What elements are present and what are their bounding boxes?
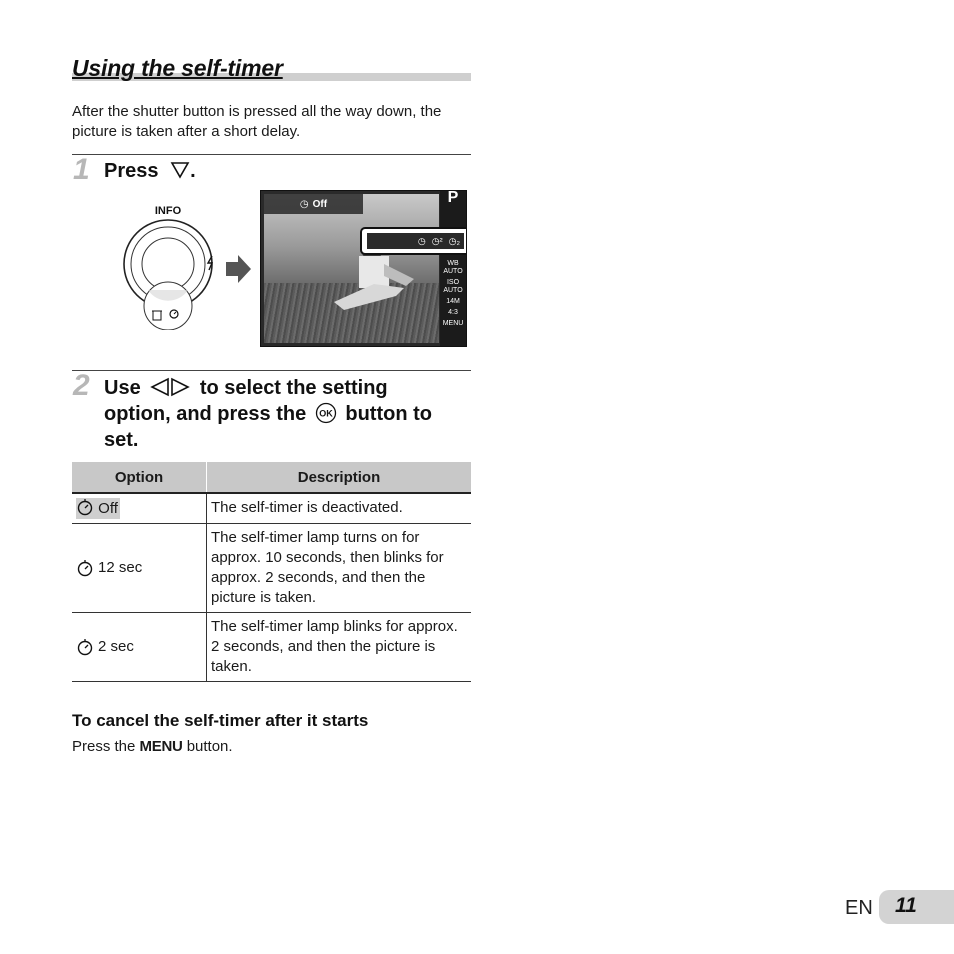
side-item-wb: WB AUTO — [443, 260, 463, 275]
page-number: 11 — [895, 894, 917, 917]
step2-line2-end: button to — [345, 403, 432, 425]
step2-line2: option, and press the — [104, 403, 307, 425]
step2-text — [104, 375, 474, 453]
menu-button-label: MENU — [139, 738, 183, 755]
step1-rule — [72, 154, 471, 155]
settings-side-panel — [440, 191, 466, 346]
control-dial-illustration — [118, 200, 236, 330]
option-2sec — [76, 637, 202, 657]
cancel-text-before: Press the — [72, 738, 136, 755]
intro-text: After the shutter button is pressed all the way down, the picture is taken after a short delay. — [72, 103, 442, 140]
language-label: EN — [845, 897, 873, 919]
table-row — [72, 493, 471, 523]
cancel-text — [72, 738, 233, 755]
ok-label: OK — [319, 408, 333, 419]
timer-off-label: Off — [312, 198, 328, 210]
step1-text — [104, 158, 196, 184]
side-item-menu: MENU — [442, 320, 464, 327]
description-12sec: The self-timer lamp turns on for approx. 10 seconds, then blinks for approx. 2 seconds, and then the picture is taken. — [207, 523, 472, 612]
self-timer-icon — [76, 559, 94, 577]
left-right-arrows-icon — [148, 377, 192, 397]
option-off — [76, 498, 120, 519]
step2-line3: set. — [104, 429, 139, 451]
info-label: INFO — [154, 205, 182, 217]
step2-number: 2 — [73, 369, 90, 402]
step2-use-label: Use — [104, 377, 141, 399]
right-arrow-icon — [226, 254, 252, 284]
description-off: The self-timer is deactivated. — [207, 493, 472, 523]
timer-off-overlay — [264, 194, 363, 214]
step2-line1: to select the setting — [199, 377, 388, 399]
table-header-option: Option — [72, 462, 207, 493]
page-number-tab — [879, 890, 954, 924]
mode-letter: P — [447, 190, 459, 206]
photo-scene — [264, 194, 439, 343]
table-row — [72, 612, 471, 681]
ok-button-icon — [314, 402, 338, 424]
description-2sec: The self-timer lamp blinks for approx. 2 seconds, and then the picture is taken. — [207, 612, 472, 681]
step1-press-label: Press — [104, 160, 159, 182]
down-triangle-icon — [170, 161, 190, 179]
self-timer-icon: ◷ — [299, 198, 309, 210]
self-timer-2-icon: ◷₂ — [448, 235, 460, 246]
self-timer-icon — [76, 638, 94, 656]
options-table — [72, 462, 471, 682]
option-12sec-label: 12 sec — [98, 558, 143, 576]
option-off-label: Off — [98, 499, 118, 517]
step2-rule — [72, 370, 471, 371]
step1-period: . — [190, 160, 196, 182]
option-2sec-label: 2 sec — [98, 637, 134, 655]
camera-screen — [260, 190, 467, 347]
cancel-heading: To cancel the self-timer after it starts — [72, 711, 369, 730]
side-item-size: 14M — [446, 298, 460, 305]
self-timer-icon — [76, 498, 94, 516]
self-timer-off-icon: ◷ — [417, 235, 426, 246]
option-12sec — [76, 558, 202, 578]
timer-options-highlight — [360, 227, 467, 255]
page-title: Using the self-timer — [72, 55, 283, 81]
table-row — [72, 523, 471, 612]
cancel-text-after: button. — [186, 738, 233, 755]
table-header-description: Description — [207, 462, 472, 493]
self-timer-12-icon: ◷² — [431, 235, 443, 246]
side-item-iso: ISO AUTO — [443, 279, 463, 294]
side-item-aspect: 4:3 — [448, 309, 458, 316]
step1-number: 1 — [73, 153, 90, 186]
